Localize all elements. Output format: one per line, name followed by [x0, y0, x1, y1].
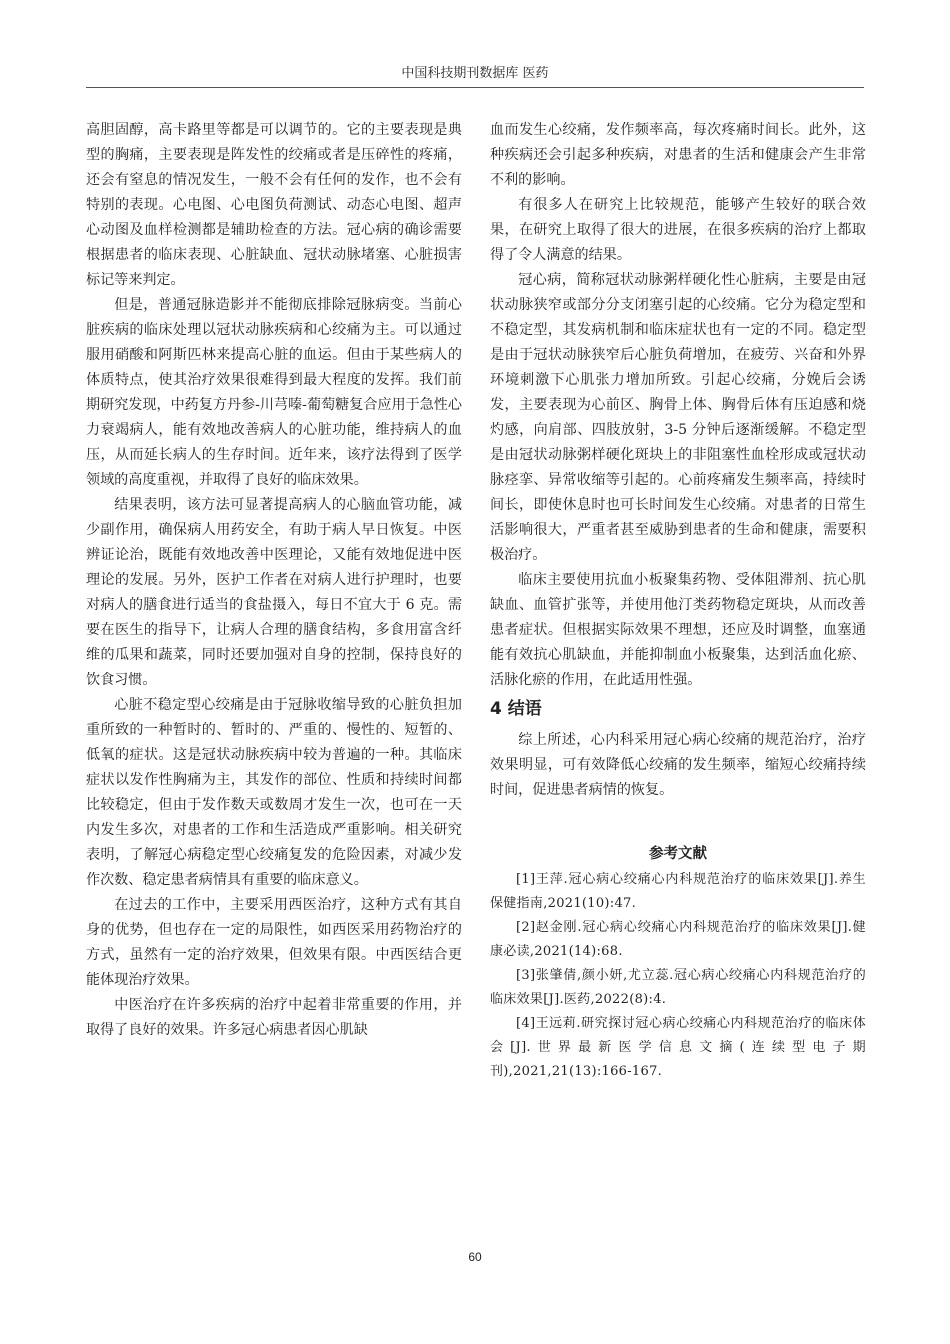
running-header: 中国科技期刊数据库 医药	[86, 62, 864, 88]
conclusion-paragraph: 综上所述，心内科采用冠心病心绞痛的规范治疗，治疗效果明显，可有效降低心绞痛的发生频率，缩短心绞痛持续时间，促进患者病情的恢复。	[490, 732, 866, 798]
paragraph: 临床主要使用抗血小板聚集药物、受体阻滞剂、抗心肌缺血、血管扩张等，并使用他汀类药物稳定斑块，从而改善患者症状。但根据实际效果不理想，还应及时调整，血塞通能有效抗心肌缺血，并能抑制血小板聚集，达到活血化瘀、活脉化瘀的作用，在此适用性强。	[490, 572, 866, 688]
section-title: 4 结语	[490, 699, 542, 719]
paragraph: 心脏不稳定型心绞痛是由于冠脉收缩导致的心脏负担加重所致的一种暂时的、暂时的、严重的、慢性的、短暂的、低氧的症状。这是冠状动脉疾病中较为普遍的一种。其临床症状以发作性胸痛为主，其发作的部位、性质和持续时间都比较稳定，但由于发作数天或数周才发生一次，也可在一天内发生多次，对患者的工作和生活造成严重影响。相关研究表明，了解冠心病稳定型心绞痛复发的危险因素，对减少发作次数、稳定患者病情具有重要的临床意义。	[86, 697, 462, 888]
paragraph: 冠心病，简称冠状动脉粥样硬化性心脏病，主要是由冠状动脉狭窄或部分分支闭塞引起的心绞痛。它分为稳定型和不稳定型，其发病机制和临床症状也有一定的不同。稳定型是由于冠状动脉狭窄后心脏负荷增加，在疲劳、兴奋和外界环境刺激下心肌张力增加所致。引起心绞痛，分娩后会诱发，主要表现为心前区、胸骨上体、胸骨后体有压迫感和烧灼感，向肩部、四肢放射，3-5 分钟后逐渐缓解。不稳定型是由冠状动脉粥样硬化斑块上的非阻塞性血栓形成或冠状动脉痉挛、异常收缩等引起的。心前疼痛发生频率高，持续时间长，即使休息时也可长时间发生心绞痛。对患者的日常生活影响很大，严重者甚至威胁到患者的生命和健康，需要积极治疗。	[490, 272, 866, 563]
paragraph: 但是，普通冠脉造影并不能彻底排除冠脉病变。当前心脏疾病的临床处理以冠状动脉疾病和心绞痛为主。可以通过服用硝酸和阿斯匹林来提高心脏的血运。但由于某些病人的体质特点，使其治疗效果很难得到最大程度的发挥。我们前期研究发现，中药复方丹参-川芎嗪-葡萄糖复合应用于急性心力衰竭病人，能有效地改善病人的心脏功能，维持病人的血压，从而延长病人的生存时间。近年来，该疗法得到了医学领域的高度重视，并取得了良好的临床效果。	[86, 297, 462, 488]
paragraph: 高胆固醇，高卡路里等都是可以调节的。它的主要表现是典型的胸痛，主要表现是阵发性的绞痛或者是压碎性的疼痛，还会有窒息的情况发生，一般不会有任何的发作，也不会有特别的表现。心电图、心电图负荷测试、动态心电图、超声心动图及血样检测都是辅助检查的方法。冠心病的确诊需要根据患者的临床表现、心脏缺血、冠状动脉堵塞、心脏损害标记等来判定。	[86, 122, 462, 288]
reference-item: [2]赵金刚.冠心病心绞痛心内科规范治疗的临床效果[J].健康必读,2021(14):68.	[490, 920, 866, 959]
reference-item: [1]王萍.冠心病心绞痛心内科规范治疗的临床效果[J].养生保健指南,2021(10):47.	[490, 872, 866, 911]
right-column	[490, 118, 866, 1084]
page-number: 60	[468, 1250, 482, 1264]
paragraph: 血而发生心绞痛，发作频率高，每次疼痛时间长。此外，这种疾病还会引起多种疾病，对患者的生活和健康会产生非常不利的影响。	[490, 122, 866, 188]
reference-item: [3]张肇倩,颜小妍,尤立蕊.冠心病心绞痛心内科规范治疗的临床效果[J].医药,2022(8):4.	[490, 968, 866, 1007]
reference-item: [4]王远莉.研究探讨冠心病心绞痛心内科规范治疗的临床体会[J].世界最新医学信息文摘(连续型电子期刊),2021,21(13):166-167.	[490, 1016, 866, 1079]
paragraph: 中医治疗在许多疾病的治疗中起着非常重要的作用，并取得了良好的效果。许多冠心病患者因心肌缺	[86, 997, 462, 1038]
paragraph: 在过去的工作中，主要采用西医治疗，这种方式有其自身的优势，但也存在一定的局限性，如西医采用药物治疗的方式，虽然有一定的治疗效果，但效果有限。中西医结合更能体现治疗效果。	[86, 897, 462, 988]
left-column	[86, 118, 462, 1043]
references-title: 参考文献	[649, 845, 707, 862]
paragraph: 有很多人在研究上比较规范，能够产生较好的联合效果，在研究上取得了很大的进展，在很多疾病的治疗上都取得了令人满意的结果。	[490, 197, 866, 263]
paragraph: 结果表明，该方法可显著提高病人的心脑血管功能，减少副作用，确保病人用药安全，有助于病人早日恢复。中医辨证论治，既能有效地改善中医理论，又能有效地促进中医理论的发展。另外，医护工作者在对病人进行护理时，也要对病人的膳食进行适当的食盐摄入，每日不宜大于 6 克。需要在医生的指导下，让病人合理的膳食结构，多食用富含纤维的瓜果和蔬菜，同时还要加强对自身的控制，保持良好的饮食习惯。	[86, 497, 462, 688]
